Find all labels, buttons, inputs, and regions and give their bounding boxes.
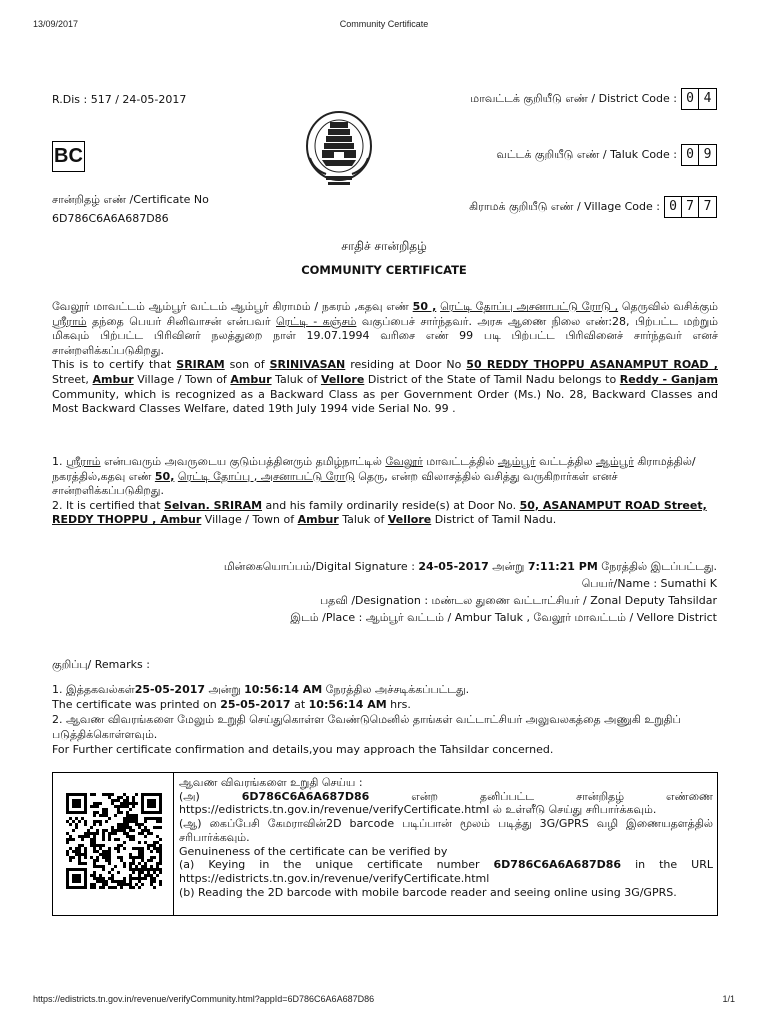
taluk-code-digit: 9 [703, 147, 712, 162]
remark-1 [52, 682, 718, 697]
text: வட்டத்தில [535, 455, 597, 468]
digital-signature-line [224, 558, 717, 575]
print-footer-url[interactable]: https://edistricts.tn.gov.in/revenue/verifyCommunity.html?appId=6D786C6A6A687D86 [33, 994, 375, 1004]
certificate-number: 6D786C6A6A687D86 [493, 858, 622, 872]
town-name: Ambur [230, 372, 272, 386]
person-name: SRIRAM [176, 358, 225, 372]
address: 50, ASANAMPUT ROAD Street, REDDY THOPPU , Ambur [52, 498, 707, 527]
person-name: Selvan. SRIRAM [164, 498, 263, 512]
print-date: 25-05-2017 [220, 698, 291, 711]
text: Community, which is recognized as a Backward Class as per Government Order (Ms.) No. 28, Backward Classes and Most Backward Classes Welfare, dated 19th July 1994 vide Serial No. 99 . [52, 387, 718, 416]
village-code-digit: 7 [703, 199, 712, 214]
remarks-heading: குறிப்பு/ Remarks : [52, 658, 150, 671]
text: hrs. [386, 698, 411, 711]
verification-text [179, 776, 713, 899]
text: (a) Keying in the unique certificate number [179, 858, 494, 872]
village-code-boxes [664, 196, 717, 218]
print-time: 10:56:14 AM [244, 683, 323, 696]
certificate-number: 6D786C6A6A687D86 [241, 789, 370, 803]
text: மாவட்டத்தில் [422, 455, 498, 468]
title-english: COMMUNITY CERTIFICATE [301, 263, 467, 277]
verify-heading-tamil: ஆவண விவரங்களை உறுதி செய்ய : [179, 776, 363, 789]
village-code-row [469, 196, 717, 218]
caste-name: ரெட்டி - கஞ்சம் [276, 314, 357, 328]
certificate-paragraph-2 [52, 455, 718, 528]
text: District of the State of Tamil Nadu belongs to [364, 372, 620, 386]
person-name: ஸ்ரீராம் [66, 455, 101, 468]
verify-heading-english: Genuineness of the certificate can be verified by [179, 844, 448, 858]
caste-name: Reddy - Ganjam [619, 372, 718, 386]
text: Village / Town of [201, 513, 298, 527]
category-badge: BC [52, 141, 85, 172]
text: என்ற தனிப்பட்ட சான்றிதழ் எண்ணை https://edistricts.tn.gov.in/revenue/verifyCertificate.html ல் உள்ளீடு செய்து சரிபார்க்கவும். [179, 789, 713, 817]
text: வகுப்பைச் சார்ந்தவர். அரசு ஆணை நிலை எண்:28, பிற்பட்ட மற்றும் மிகவும் பிற்பட்ட பிரிவினர் நலத்துறை நாள் 19.07.1994 வரிசை எண் 99 படி பிற்பட்ட பிரிவினைச் சார்ந்தவர் எனச் சான்றளிக்கப்படுகிறது. [52, 314, 718, 357]
signature-block [224, 558, 717, 626]
text: அன்று [205, 683, 245, 696]
remark-2: 2. ஆவண விவரங்களை மேலும் உறுதி செய்துகொள்ள வேண்டுமெனில் தாங்கள் வட்டாட்சியர் அலுவலகத்தை அணுகி உறுதிப் படுத்திக்கொள்ளவும். [52, 713, 681, 741]
text: கிராமத்தில்/நகரத்தில்,கதவு எண் [52, 455, 696, 483]
taluk-code-digit: 0 [682, 145, 699, 165]
district-code-boxes [681, 88, 717, 110]
print-date: 25-05-2017 [134, 683, 206, 696]
text: Taluk of [271, 372, 321, 386]
district-code-digit: 4 [703, 91, 712, 106]
divider [173, 773, 174, 915]
text: தெரு, என்ற விலாசத்தில் வசித்து வருகிறார்கள் எனச் சான்றளிக்கப்படுகிறது. [52, 469, 618, 498]
verify-step-b-tamil: (ஆ) கைப்பேசி கேமராவின்2D barcode படிப்பான் மூலம் படித்து 3G/GPRS வழி இணையதளத்தில் சரிபார்க்கவும். [179, 817, 713, 844]
text: என்பவரும் அவருடைய குடும்பத்தினரும் தமிழ்நாட்டில் [100, 455, 386, 468]
address: 50 REDDY THOPPU ASANAMPUT ROAD , [466, 358, 718, 372]
district-name: Vellore [320, 372, 365, 386]
district-name: Vellore [387, 513, 432, 527]
certificate-number-label: சான்றிதழ் எண் /Certificate No [52, 193, 209, 206]
text: District of Tamil Nadu. [431, 513, 557, 527]
rdis-number: R.Dis : 517 / 24-05-2017 [52, 93, 187, 106]
district-code-row [470, 88, 717, 110]
district-code-label: மாவட்டக் குறியீடு எண் / District Code : [470, 91, 677, 105]
text: தெருவில் வசிக்கும் [618, 300, 718, 313]
signature-time: 7:11:21 PM [527, 560, 598, 573]
verify-step-a-tamil [179, 790, 713, 817]
signer-place: இடம் /Place : ஆம்பூர் வட்டம் / Ambur Taluk , வேலூர் மாவட்டம் / Vellore District [290, 611, 717, 624]
text: அன்று [488, 560, 528, 573]
door-number: 50, [154, 469, 175, 483]
signature-date: 24-05-2017 [418, 560, 489, 573]
taluk-code-label: வட்டக் குறியீடு எண் / Taluk Code : [496, 147, 677, 161]
door-number: 50 , [412, 300, 437, 313]
verification-box [52, 772, 718, 916]
district-code-digit: 0 [682, 89, 699, 109]
district-name: வேலூர் [385, 455, 423, 468]
text: and his family ordinarily reside(s) at Door No. [262, 498, 520, 512]
text: 1. இத்தகவல்கள் [52, 683, 135, 696]
text: 2. It is certified that [52, 498, 165, 512]
print-time: 10:56:14 AM [308, 698, 387, 711]
village-name: Ambur [92, 372, 134, 386]
tamil-nadu-emblem-icon [304, 108, 374, 190]
village-code-label: கிராமக் குறியீடு எண் / Village Code : [469, 199, 660, 213]
person-name: ஸ்ரீராம் [52, 314, 87, 328]
signer-name: பெயர்/Name : Sumathi K [581, 577, 717, 590]
text: வேலூர் மாவட்டம் ஆம்பூர் வட்டம் ஆம்பூர் கிராமம் / நகரம் ,கதவு எண் [52, 300, 413, 313]
text: (அ) [179, 789, 242, 803]
text: at [290, 698, 309, 711]
certificate-paragraph-1 [52, 300, 718, 417]
text: மின்கையொப்பம்/Digital Signature : [223, 560, 419, 573]
text: நேரத்தில அச்சடிக்கப்பட்டது. [322, 683, 470, 696]
remark-1-english [52, 697, 718, 712]
text: நேரத்தில் இடப்பட்டது. [597, 560, 717, 573]
remarks-body [52, 682, 718, 757]
text: This is to certify that [52, 358, 177, 372]
village-name: ஆம்பூர் [596, 455, 634, 468]
father-name: SRINIVASAN [269, 358, 346, 372]
print-footer-page: 1/1 [722, 994, 735, 1004]
qr-code-icon [66, 793, 162, 889]
village-code-digit: 0 [665, 197, 682, 217]
taluk-code-row [496, 144, 717, 166]
title-tamil: சாதிச் சான்றிதழ் [341, 239, 427, 253]
print-date: 13/09/2017 [33, 19, 79, 29]
text: The certificate was printed on [52, 698, 221, 711]
remark-2-english: For Further certificate confirmation and details,you may approach the Tahsildar concerned. [52, 743, 554, 756]
signer-designation: பதவி /Designation : மண்டல துணை வட்டாட்சியர் / Zonal Deputy Tahsildar [319, 594, 717, 607]
taluk-code-boxes [681, 144, 717, 166]
village-code-digit: 7 [682, 197, 699, 217]
text: Village / Town of [133, 372, 231, 386]
street-name: ரெட்டி தோப்பு , அசனாபட்டு ரோடு [177, 469, 355, 483]
text: in the URL https://edistricts.tn.gov.in/revenue/verifyCertificate.html [179, 858, 713, 885]
text: Street, [52, 372, 93, 386]
text: Taluk of [338, 513, 388, 527]
text: தந்தை பெயர் சினிவாசன் என்பவர் [86, 314, 277, 328]
certificate-number: 6D786C6A6A687D86 [52, 212, 169, 225]
verify-step-b-english: (b) Reading the 2D barcode with mobile barcode reader and seeing online using 3G/GPRS. [179, 885, 677, 899]
text: residing at Door No [345, 358, 467, 372]
town-name: Ambur [297, 513, 339, 527]
verify-step-a-english [179, 858, 713, 885]
text: son of [224, 358, 270, 372]
print-title: Community Certificate [339, 19, 429, 29]
taluk-name: ஆம்பூர் [497, 455, 536, 468]
text: 1. [52, 455, 66, 468]
road-name: ரெட்டி தோப்பு அசனாபட்டு ரோடு , [440, 300, 619, 313]
